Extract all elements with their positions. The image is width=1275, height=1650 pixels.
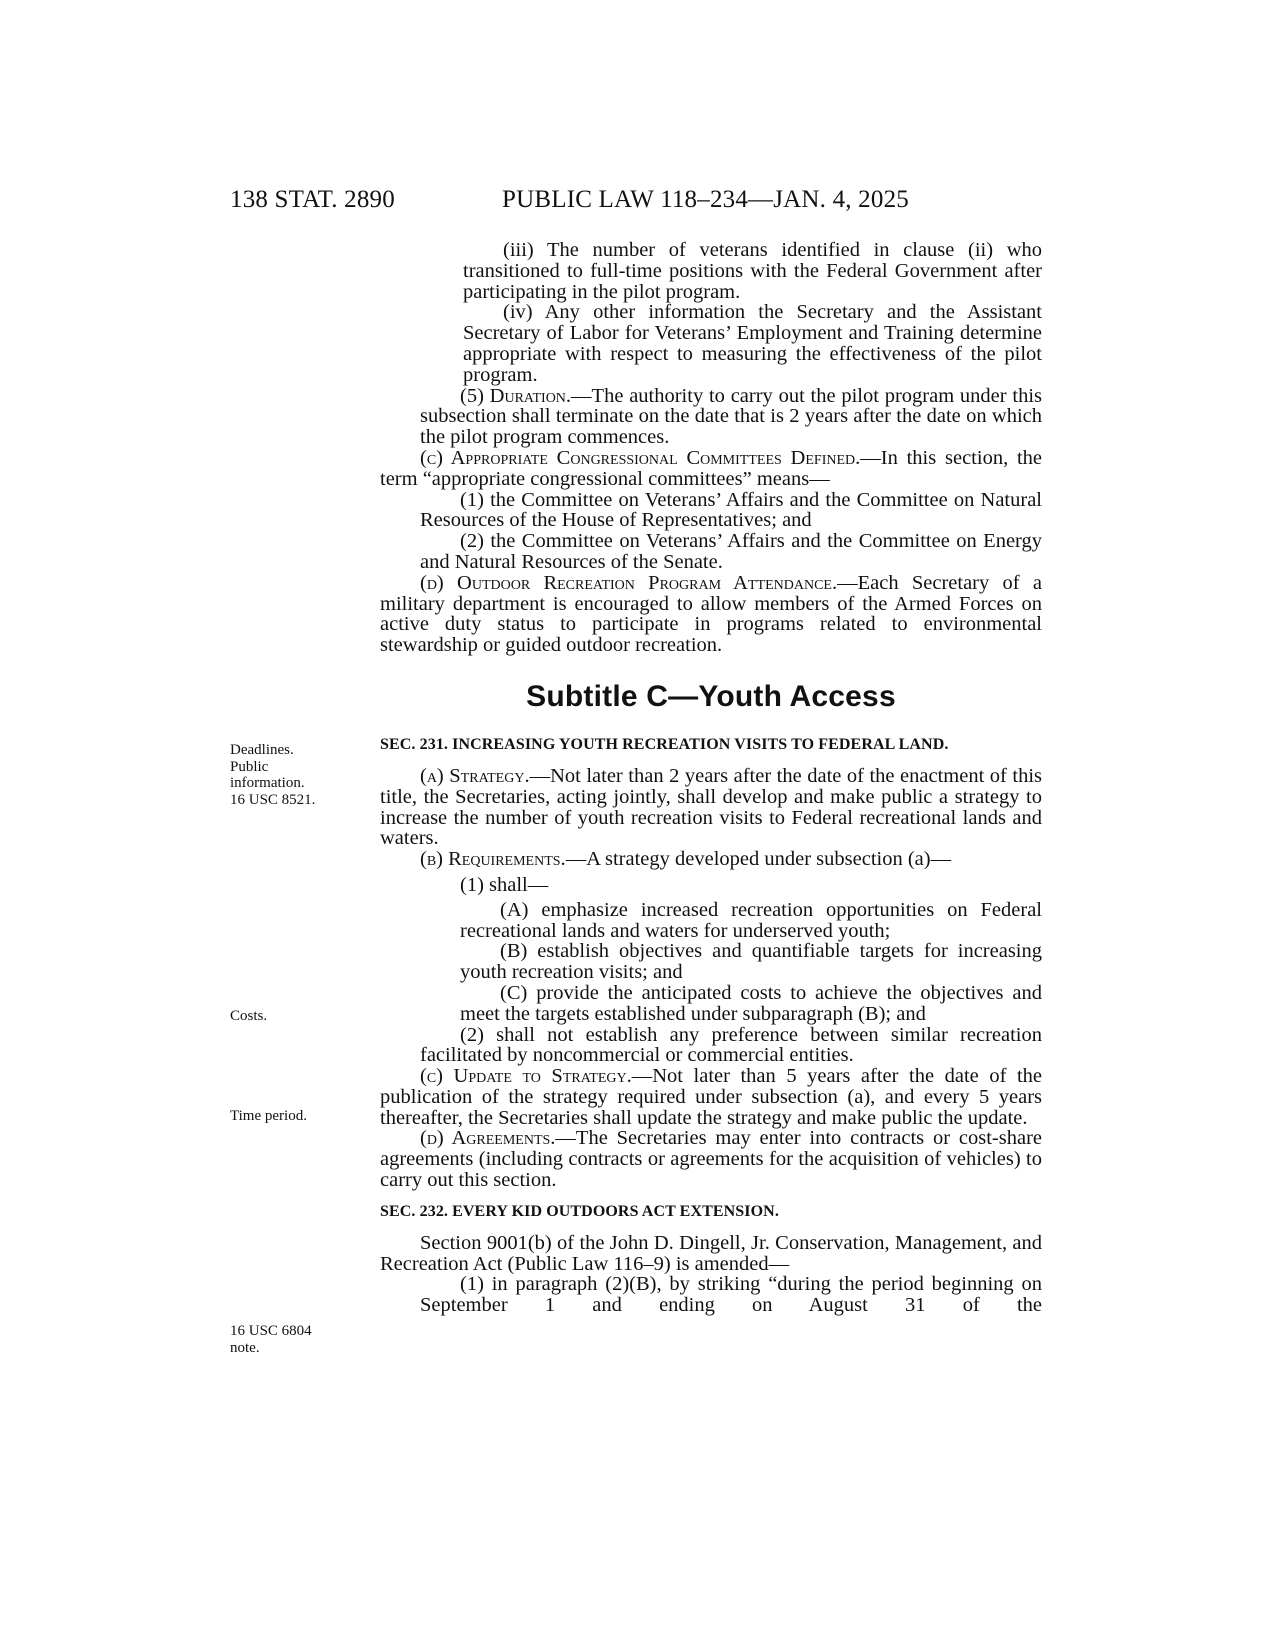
subsection-c-definitions (380, 448, 1042, 490)
section-231-b-1-B: (B) establish objectives and quantifiable targets for increasing youth recreation visits; and (460, 940, 1042, 984)
paragraph-text: —Not later than 2 years after the date of the enactment of this title, the Secretaries, acting jointly, shall develop and make public a strategy to increase the number of youth recreation visits to Federal recreational lands and waters. (380, 764, 1042, 850)
paragraph-text: —The Secretaries may enter into contracts or cost-share agreements (including contracts or agreements for the acquisition of vehicles) to carry out this section. (380, 1127, 1042, 1192)
paragraph-5-duration (380, 386, 1042, 448)
margin-note-line: Deadlines. (230, 742, 294, 758)
section-231-b (380, 849, 1042, 870)
paragraph-heading: (c) Appropriate Congressional Committees Defined. (420, 446, 861, 469)
paragraph-text: —The authority to carry out the pilot program under this subsection shall terminate on the date that is 2 years after the date on which the pilot program commences. (420, 384, 1042, 449)
section-232-heading: SEC. 232. EVERY KID OUTDOORS ACT EXTENSION. (380, 1202, 779, 1220)
page-stat-reference: 138 STAT. 2890 (230, 186, 395, 213)
margin-note-usc-6804 (230, 1323, 312, 1356)
paragraph-text: —Each Secretary of a military department is encouraged to allow members of the Armed Forces on active duty status to participate in programs related to environmental stewardship or guided outdoor recreation. (380, 571, 1042, 657)
margin-note-line: 16 USC 8521. (230, 791, 316, 808)
paragraph-heading: (5) Duration. (460, 384, 572, 407)
section-231-b-1: (1) shall— (460, 873, 549, 896)
section-231-b-2: (2) shall not establish any preference between similar recreation facilitated by noncommercial or commercial entities. (420, 1023, 1042, 1067)
subtitle-heading: Subtitle C—Youth Access (526, 679, 896, 713)
margin-note-costs: Costs. (230, 1008, 268, 1024)
paragraph-text: —Not later than 5 years after the date of the publication of the strategy required under subsection (a), and every 5 years thereafter, the Secretaries shall update the strategy and make public the update. (380, 1065, 1042, 1129)
subsection-d-attendance (380, 573, 1042, 656)
margin-note-time-period: Time period. (230, 1108, 307, 1124)
paragraph-text: —A strategy developed under subsection (a)— (565, 848, 952, 871)
section-231-d (380, 1128, 1042, 1190)
section-231-a (380, 766, 1042, 849)
margin-note-line: Public (230, 758, 269, 775)
section-232-intro: Section 9001(b) of the John D. Dingell, Jr. Conservation, Management, and Recreation Act (Public Law 116–9) is amended— (380, 1231, 1042, 1275)
clause-iv: (iv) Any other information the Secretary and the Assistant Secretary of Labor for Veterans’ Employment and Training determine appropriate with respect to measuring the effectiveness of the pilot program. (463, 301, 1042, 386)
paragraph-heading: (b) Requirements. (420, 848, 566, 871)
section-231-b-1-C: (C) provide the anticipated costs to achieve the objectives and meet the targets established under subparagraph (B); and (460, 981, 1042, 1025)
paragraph-heading: (d) Outdoor Recreation Program Attendance. (420, 571, 838, 594)
paragraph-text: —In this section, the term “appropriate congressional committees” means— (380, 446, 1043, 490)
paragraph-heading: (d) Agreements. (420, 1127, 556, 1150)
section-231-heading: SEC. 231. INCREASING YOUTH RECREATION VISITS TO FEDERAL LAND. (380, 735, 949, 753)
definition-item-2: (2) the Committee on Veterans’ Affairs and the Committee on Energy and Natural Resources of the Senate. (420, 530, 1042, 573)
main-text (380, 240, 1042, 1316)
definition-item-1: (1) the Committee on Veterans’ Affairs and the Committee on Natural Resources of the House of Representatives; and (420, 488, 1042, 532)
margin-note-line: information. (230, 775, 305, 791)
section-231-c (380, 1066, 1042, 1128)
page-running-head: PUBLIC LAW 118–234—JAN. 4, 2025 (502, 186, 909, 213)
section-232-item-1: (1) in paragraph (2)(B), by striking “during the period beginning on September 1 and ending on August 31 of the (420, 1273, 1042, 1317)
margin-note-line: 16 USC 6804 (230, 1323, 312, 1339)
margin-note-deadlines (230, 742, 315, 808)
section-231-b-1-A: (A) emphasize increased recreation opportunities on Federal recreational lands and waters for underserved youth; (460, 898, 1042, 942)
paragraph-heading: (c) Update to Strategy. (420, 1065, 632, 1088)
paragraph-heading: (a) Strategy. (420, 764, 530, 787)
margin-note-line: note. (230, 1339, 260, 1356)
clause-iii: (iii) The number of veterans identified in clause (ii) who transitioned to full-time positions with the Federal Government after participating in the pilot program. (463, 239, 1042, 303)
